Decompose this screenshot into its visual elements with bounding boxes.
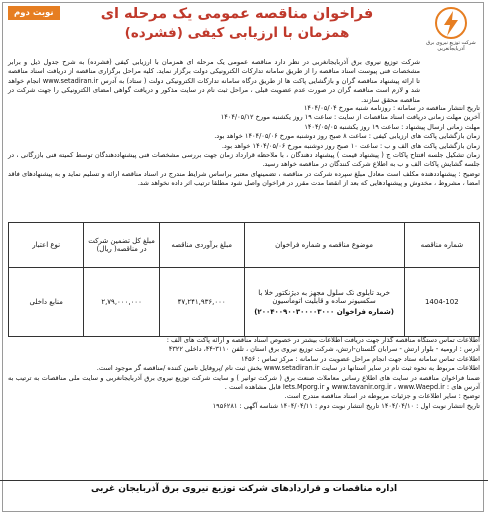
- tender-details: [8, 104, 480, 189]
- table-row: [9, 268, 480, 337]
- footer-line: تاریخ انتشار نوبت اول : ۱۴۰۴/۰۴/۱۰ تاریخ انتشار نوبت دوم : ۱۴۰۴/۰۴/۱۱ شناسه آگهی : ۱۹۵۶۲۸۱: [212, 401, 480, 410]
- header-guarantee: مبلغ کل تضمین شرکت در مناقصه( ریال): [84, 223, 159, 268]
- cell-number: 1404-102: [404, 268, 479, 337]
- subject-text: خرید تابلوی تک سلول مجهز به دیژنکتور خلا با سکسیونر ساده و قابلیت اتوماسیون: [258, 288, 390, 305]
- notice-subtitle: همزمان با ارزیابی کیفی (فشرده): [124, 25, 350, 41]
- footer-line: ضمنا فراخوان مناقصه در سایت های اطلاع رسانی معاملات صنعت برق ( شرکت توانیر ) و سایت شرکت توزیع نیروی برق آذربایجانغربی و سایت ملی مناقصات به ترتیب به آدرس های : www.tavanir.org.ir ، www.Waepd.ir و Iets.Mporg.ir قابل مشاهده است .: [8, 373, 480, 392]
- footer-line: توضیح : سایر اطلاعات و جزئیات مربوطه در اسناد مناقصه مندرج است.: [284, 392, 480, 401]
- cell-subject: [244, 268, 404, 337]
- company-logo: [422, 6, 480, 66]
- header-subject: موضوع مناقصه و شماره فراخوان: [244, 223, 404, 268]
- footer-line: آدرس : ارومیه - بلوار ارتش - سرابان گلستان-ارتش، شرکت توزیع نیروی برق استان ، تلفن ۳۱۱۰-۴۴، داخلی ۴۳۲۲: [168, 345, 480, 354]
- footer-line: اطلاعات تماس سامانه ستاد جهت انجام مراحل عضویت در سامانه : مرکز تماس : ۱۴۵۶: [241, 354, 480, 363]
- header-estimate: مبلغ برآوردی مناقصه: [159, 223, 244, 268]
- signature-divider: [0, 480, 488, 481]
- round-badge: نوبت دوم: [8, 6, 60, 20]
- tender-table: [8, 222, 480, 337]
- detail-line: زمان تشکیل جلسه افتتاح پاکات ج ( پیشنهاد قیمت ) پیشنهاد دهندگان ، با ملاحظه قرارداد زمان جهت بررسی مشخصات فنی پیشنهاددهندگان توسط کمیته فنی بازرگانی ، در جلسه گشایش پاکات الف و ب به اطلاع شرکت کنندگان در مناقصه خواهد رسید.: [8, 151, 480, 169]
- detail-line: آخرین مهلت زمانی دریافت اسناد مناقصات از سایت : ساعت ۱۹ روز یکشنبه مورخ ۱۴۰۴/۰۵/۱۲: [220, 113, 480, 122]
- notice-titles: [56, 4, 418, 43]
- header-number: شماره مناقصه: [404, 223, 479, 268]
- detail-line: توضیح : پیشنهاددهنده مکلف است معادل مبلغ سپرده شرکت در مناقصه ، تضمینهای معتبر براساس شرایط مندرج در اسناد مناقصه ارائه و تسلیم نماید و به پیشنهادهای فاقد امضا ، مشروط ، مخدوش و پیشنهادهایی که بعد از انقضا مدت مقرر در فراخوان واصل شود مطلقا ترتیب اثر داده نخواهد شد.: [8, 169, 480, 188]
- footer-line: اطلاعات مربوط به نحوه ثبت نام در سایر استانها در سایت www.setadiran.ir بخش ثبت نام /پروفایل تامین کننده /مناقصه گر موجود است.: [96, 364, 480, 373]
- cell-estimate: ۴۷,۲۴۱,۹۳۶,۰۰۰: [159, 268, 244, 337]
- cell-credit: منابع داخلی: [9, 268, 84, 337]
- footer-line: اطلاعات تماس دستگاه مناقصه گذار جهت دریافت اطلاعات بیشتر در خصوص اسناد مناقصه و ارائه پاکت های الف :: [166, 336, 480, 344]
- logo-caption: شرکت توزیع نیروی برق آذربایجانغربی: [426, 40, 476, 52]
- intro-paragraph: شرکت توزیع نیروی برق آذربایجانغربی در نظر دارد مناقصه عمومی یک مرحله ای همزمان با ارزیابی کیفی (فشرده) به شرح جدول ذیل و برابر مشخصات فنی پیوست اسناد مناقصه را از طریق سامانه تدارکات الکترونیکی دولت برگزار نماید. کلیه مراحل برگزاری مناقصه از دریافت اسناد مناقصه تا ارائه پیشنهاد مناقصه گران و بازگشایی پاکت ها از طریق درگاه سامانه تدارکات الکترونیکی دولت ( ستاد) به آدرس www.setadiran.ir انجام خواهد شد و لازم است مناقصه گران در صورت عدم عضویت قبلی ، مراحل ثبت نام در سایت مذکور و دریافت گواهی امضای الکترونیکی را جهت شرکت در مناقصه محقق سازند.: [8, 58, 420, 104]
- detail-line: مهلت زمانی ارسال پیشنهاد : ساعت ۱۹ روز یکشنبه ۱۴۰۴/۰۵/۰۵: [304, 122, 480, 131]
- detail-line: زمان بازگشایی پاکت های الف و ب : ساعت ۱۰ صبح روز دوشنبه مورخ ۱۴۰۴/۰۵/۰۶ خواهد بود.: [221, 141, 480, 150]
- signature: اداره مناقصات و قراردادهای شرکت توزیع نیروی برق آذربایجان غربی: [90, 484, 398, 494]
- header-credit: نوع اعتبار: [9, 223, 84, 268]
- lightning-logo-icon: [431, 6, 471, 40]
- notice-title: فراخوان مناقصه عمومی یک مرحله ای: [100, 6, 374, 22]
- call-number: (شماره فراخوان ۲۰۰۴۰۰۹۰۰۳۰۰۰۰۳۰۰۰): [254, 307, 394, 316]
- contact-info: [8, 336, 480, 411]
- notice-header: [6, 4, 482, 66]
- detail-line: زمان بازگشایی پاکت های ارزیابی کیفی : ساعت ۸ صبح روز دوشنبه مورخ ۱۴۰۴/۰۵/۰۶ خواهد بود.: [214, 132, 480, 141]
- table-header-row: [9, 223, 480, 268]
- cell-guarantee: ۲,۷۹,۰۰۰,۰۰۰: [84, 268, 159, 337]
- detail-line: تاریخ انتشار مناقصه در سامانه : روزنامه شنبه مورخ ۱۴۰۴/۰۵/۰۴: [303, 104, 480, 112]
